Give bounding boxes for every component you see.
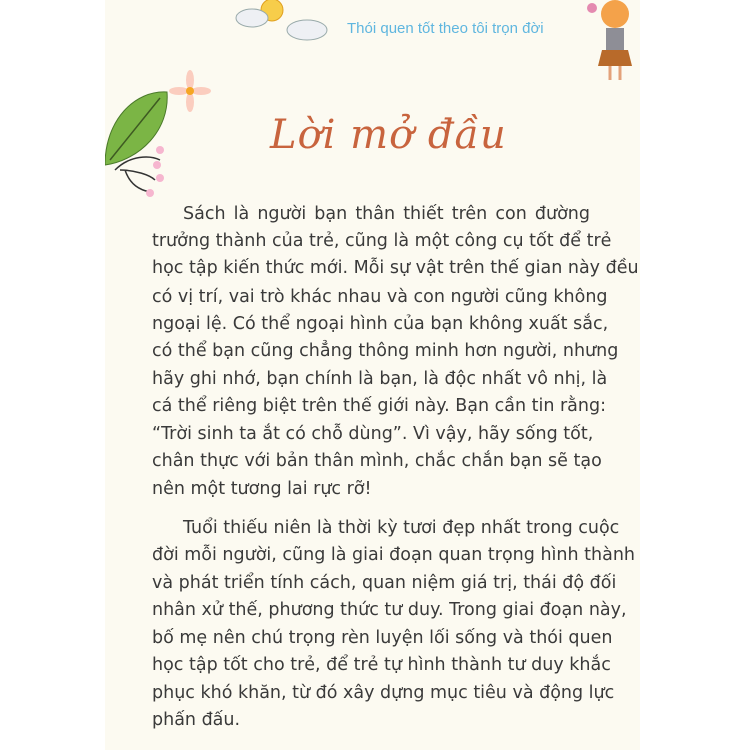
paragraph-line: phấn đấu.	[152, 710, 241, 730]
paragraph-line: nên một tương lai rực rỡ!	[152, 479, 372, 499]
paragraph-line: học tập kiến thức mới. Mỗi sự vật trên thế gian này đều	[152, 258, 639, 278]
paragraph-line: hãy ghi nhớ, bạn chính là bạn, là độc nhất vô nhị, là	[152, 369, 608, 389]
paragraph-line: có thể bạn cũng chẳng thông minh hơn người, nhưng	[152, 341, 619, 361]
paragraph-line: cá thể riêng biệt trên thế giới này. Bạn cần tin rằng:	[152, 396, 606, 416]
paragraph-line: Tuổi thiếu niên là thời kỳ tươi đẹp nhất trong cuộc	[183, 518, 620, 538]
paragraph-line: bố mẹ nên chú trọng rèn luyện lối sống và thói quen	[152, 628, 613, 648]
paragraph-line: và phát triển tính cách, quan niệm giá trị, thái độ đối	[152, 573, 617, 593]
paragraph-line: đời mỗi người, cũng là giai đoạn quan trọng hình thành	[152, 545, 636, 565]
leaf-flower-decoration-icon	[105, 70, 215, 200]
paragraph-line: chân thực với bản thân mình, chắc chắn bạn sẽ tạo	[152, 451, 602, 471]
paragraph-line: nhân xử thế, phương thức tư duy. Trong giai đoạn này,	[152, 600, 627, 620]
paragraph-line: ngoại lệ. Có thể ngoại hình của bạn không xuất sắc,	[152, 314, 609, 334]
paragraph-line: Sách là người bạn thân thiết trên con đường	[183, 204, 590, 224]
paragraph-line: có vị trí, vai trò khác nhau và con người cũng không	[152, 287, 608, 307]
girl-illustration-icon	[580, 0, 645, 82]
paragraph-line: “Trời sinh ta ắt có chỗ dùng”. Vì vậy, hãy sống tốt,	[152, 424, 594, 444]
paragraph-line: học tập tốt cho trẻ, để trẻ tự hình thành tư duy khắc	[152, 655, 611, 675]
sun-clouds-illustration-icon	[232, 0, 332, 48]
paragraph-line: trưởng thành của trẻ, cũng là một công cụ tốt để trẻ	[152, 231, 612, 251]
running-head: Thói quen tốt theo tôi trọn đời	[347, 20, 544, 37]
chapter-title: Lời mở đầu	[270, 112, 507, 158]
paragraph-line: phục khó khăn, từ đó xây dựng mục tiêu và động lực	[152, 683, 615, 703]
